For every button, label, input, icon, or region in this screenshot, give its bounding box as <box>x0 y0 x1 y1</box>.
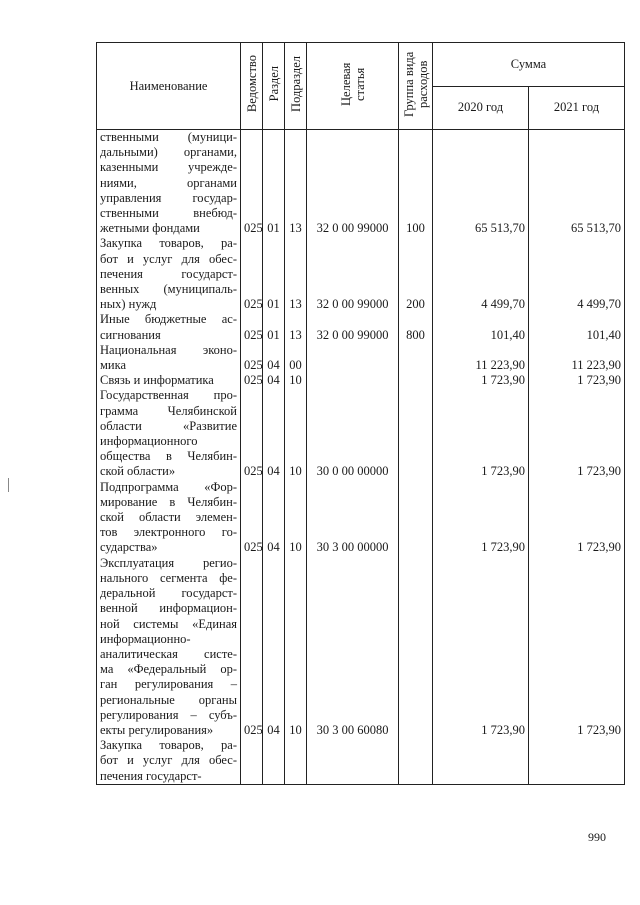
row-name-line: ниями, органами <box>100 175 237 190</box>
sum-2020-cell: 4 499,70 <box>433 236 529 312</box>
sum-2020-cell: 1 723,90 <box>433 556 529 738</box>
subsection-cell: 13 <box>285 236 307 312</box>
section-cell: 01 <box>263 130 285 237</box>
row-name-line: региональные органы <box>100 692 237 707</box>
margin-mark <box>8 478 9 492</box>
row-name-cell <box>97 738 241 784</box>
row-name-line: Национальная эконо- <box>100 342 237 357</box>
table-row <box>97 373 625 388</box>
table-row <box>97 343 625 373</box>
subsection-cell: 10 <box>285 388 307 479</box>
row-name-line: печения государст- <box>100 768 202 783</box>
header-sum <box>433 43 625 87</box>
table-body <box>97 130 625 785</box>
header-year-2020 <box>433 86 529 130</box>
row-name-line: общества в Челябин- <box>100 449 237 464</box>
row-name-line: сигнования <box>100 327 161 342</box>
table-row <box>97 130 625 237</box>
table-row <box>97 388 625 479</box>
sum-2020-cell: 65 513,70 <box>433 130 529 237</box>
sum-2020-cell: 11 223,90 <box>433 343 529 373</box>
header-expense-group <box>399 43 433 130</box>
header-year-2021-text: 2021 год <box>553 100 600 115</box>
sum-2020-cell: 101,40 <box>433 312 529 342</box>
row-name-line: ган регулирования – <box>100 677 237 692</box>
header-row <box>97 43 625 87</box>
table-row <box>97 312 625 342</box>
row-name-line: ственными внебюд- <box>100 206 237 221</box>
table-row <box>97 556 625 738</box>
row-name-line: екты регулирования» <box>100 722 214 737</box>
sum-2021-cell: 11 223,90 <box>529 343 625 373</box>
target-item-cell: 30 3 00 00000 <box>307 480 399 556</box>
row-name-line: мика <box>100 358 127 373</box>
row-name-cell <box>97 343 241 373</box>
row-name-line: Закупка товаров, ра- <box>100 236 237 251</box>
header-expense-group-text: Группа вида расходов <box>402 51 430 117</box>
header-subsection <box>285 43 307 130</box>
expense-group-cell: 100 <box>399 130 433 237</box>
header-department <box>241 43 263 130</box>
section-cell <box>263 738 285 784</box>
table-row <box>97 236 625 312</box>
row-name-cell <box>97 373 241 388</box>
target-item-cell <box>307 343 399 373</box>
row-name-cell <box>97 388 241 479</box>
target-item-cell <box>307 373 399 388</box>
row-name-line: Закупка товаров, ра- <box>100 738 237 753</box>
row-name-line: регулирования – субъ- <box>100 707 237 722</box>
target-item-cell: 32 0 00 99000 <box>307 236 399 312</box>
department-cell: 025 <box>241 480 263 556</box>
row-name-line: ной системы «Единая <box>100 616 237 631</box>
sum-2021-cell <box>529 738 625 784</box>
header-name-text: Наименование <box>129 78 208 93</box>
row-name-line: аналитическая систе- <box>100 646 237 661</box>
section-cell: 04 <box>263 373 285 388</box>
department-cell: 025 <box>241 236 263 312</box>
sum-2021-cell: 1 723,90 <box>529 373 625 388</box>
section-cell: 04 <box>263 388 285 479</box>
subsection-cell: 13 <box>285 312 307 342</box>
expense-group-cell: 200 <box>399 236 433 312</box>
subsection-cell: 10 <box>285 373 307 388</box>
row-name-line: деральной государст- <box>100 586 237 601</box>
department-cell: 025 <box>241 373 263 388</box>
row-name-line: печения государст- <box>100 266 237 281</box>
header-target-item <box>307 43 399 130</box>
header-section-text: Раздел <box>266 66 281 102</box>
header-sum-text: Сумма <box>510 56 547 71</box>
row-name-line: дальными) органами, <box>100 145 237 160</box>
subsection-cell: 00 <box>285 343 307 373</box>
department-cell <box>241 738 263 784</box>
section-cell: 01 <box>263 236 285 312</box>
target-item-cell: 30 0 00 00000 <box>307 388 399 479</box>
row-name-line: грамма Челябинской <box>100 403 237 418</box>
sum-2020-cell: 1 723,90 <box>433 480 529 556</box>
header-year-2020-text: 2020 год <box>457 100 504 115</box>
department-cell: 025 <box>241 130 263 237</box>
department-cell: 025 <box>241 388 263 479</box>
row-name-line: венных (муниципаль- <box>100 282 237 297</box>
header-name <box>97 43 241 130</box>
row-name-cell <box>97 236 241 312</box>
header-department-text: Ведомство <box>244 55 259 113</box>
subsection-cell: 13 <box>285 130 307 237</box>
department-cell: 025 <box>241 556 263 738</box>
target-item-cell: 32 0 00 99000 <box>307 312 399 342</box>
row-name-line: ных) нужд <box>100 297 157 312</box>
row-name-line: управления государ- <box>100 190 237 205</box>
expense-group-cell <box>399 738 433 784</box>
row-name-cell <box>97 556 241 738</box>
table-row <box>97 480 625 556</box>
sum-2021-cell: 65 513,70 <box>529 130 625 237</box>
row-name-line: ственными (муници- <box>100 130 237 144</box>
subsection-cell: 10 <box>285 480 307 556</box>
sum-2020-cell <box>433 738 529 784</box>
row-name-line: казенными учрежде- <box>100 160 237 175</box>
sum-2021-cell: 4 499,70 <box>529 236 625 312</box>
row-name-line: Связь и информатика <box>100 373 214 388</box>
sum-2021-cell: 1 723,90 <box>529 388 625 479</box>
row-name-line: Подпрограмма «Фор- <box>100 479 237 494</box>
sum-2021-cell: 1 723,90 <box>529 556 625 738</box>
section-cell: 01 <box>263 312 285 342</box>
department-cell: 025 <box>241 343 263 373</box>
subsection-cell <box>285 738 307 784</box>
row-name-line: мирование в Челябин- <box>100 494 237 509</box>
header-year-2021 <box>529 86 625 130</box>
row-name-line: области «Развитие <box>100 418 237 433</box>
target-item-cell: 32 0 00 99000 <box>307 130 399 237</box>
subsection-cell: 10 <box>285 556 307 738</box>
row-name-line: венной информацион- <box>100 601 237 616</box>
row-name-line: ской области элемен- <box>100 510 237 525</box>
target-item-cell: 30 3 00 60080 <box>307 556 399 738</box>
row-name-line: Эксплуатация регио- <box>100 555 237 570</box>
sum-2020-cell: 1 723,90 <box>433 388 529 479</box>
header-subsection-text: Подраздел <box>288 56 303 112</box>
row-name-cell <box>97 480 241 556</box>
section-cell: 04 <box>263 556 285 738</box>
row-name-line: жетными фондами <box>100 221 200 236</box>
row-name-line: ской области» <box>100 464 176 479</box>
sum-2021-cell: 1 723,90 <box>529 480 625 556</box>
expense-group-cell <box>399 343 433 373</box>
row-name-cell <box>97 312 241 342</box>
row-name-line: Иные бюджетные ас- <box>100 312 237 327</box>
expense-group-cell <box>399 480 433 556</box>
section-cell: 04 <box>263 480 285 556</box>
row-name-line: информационно- <box>100 631 191 646</box>
target-item-cell <box>307 738 399 784</box>
row-name-line: ма «Федеральный ор- <box>100 662 237 677</box>
department-cell: 025 <box>241 312 263 342</box>
header-target-item-text: Целевая статья <box>338 62 367 106</box>
row-name-line: нального сегмента фе- <box>100 570 237 585</box>
row-name-line: Государственная про- <box>100 388 237 403</box>
row-name-line: бот и услуг для обес- <box>100 251 237 266</box>
row-name-cell <box>97 130 241 237</box>
budget-table <box>96 42 625 785</box>
row-name-line: бот и услуг для обес- <box>100 753 237 768</box>
header-section <box>263 43 285 130</box>
sum-2021-cell: 101,40 <box>529 312 625 342</box>
expense-group-cell <box>399 556 433 738</box>
row-name-line: информационного <box>100 434 198 449</box>
table-row <box>97 738 625 784</box>
section-cell: 04 <box>263 343 285 373</box>
expense-group-cell: 800 <box>399 312 433 342</box>
page-number: 990 <box>588 830 606 844</box>
expense-group-cell <box>399 373 433 388</box>
sum-2020-cell: 1 723,90 <box>433 373 529 388</box>
row-name-line: сударства» <box>100 540 158 555</box>
row-name-line: тов электронного го- <box>100 525 237 540</box>
expense-group-cell <box>399 388 433 479</box>
